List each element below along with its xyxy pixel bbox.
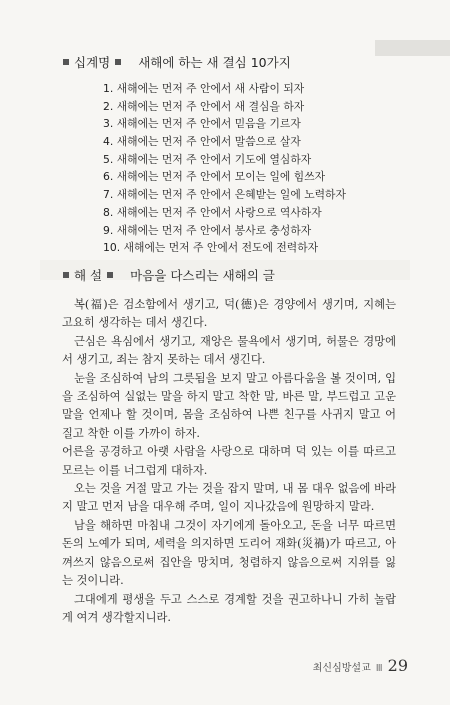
section-header-commandments [58, 53, 291, 71]
list-item: 8. 새해에는 먼저 주 안에서 사랑으로 역사하자 [103, 205, 322, 219]
paragraph: 근심은 욕심에서 생기고, 재앙은 물욕에서 생기며, 허물은 경망에서 생기고, 죄는 참지 못하는 데서 생긴다. [62, 334, 396, 367]
paragraph: 그대에게 평생을 두고 스스로 경계할 것을 권고하나니 가히 놀랍게 여겨 생각할지니라. [62, 592, 396, 624]
section-header-commentary [58, 266, 275, 284]
book-title: 최신심방설교 [312, 663, 371, 674]
paragraph: 남을 해하면 마침내 그것이 자기에게 돌아오고, 돈을 너무 따르면 돈의 노예가 되며, 세력을 의지하면 도리어 재화(災禍)가 따르고, 아껴쓰지 않음으로써 집안을 망치며, 청렴하지 않음으로써 지위를 잃는 것이니라. [62, 518, 396, 588]
resolution-list [103, 80, 346, 257]
page-footer [313, 656, 408, 675]
section-title: 새해에 하는 새 결심 10가지 [138, 55, 291, 70]
section-label: 해 설 [74, 268, 103, 283]
list-item: 1. 새해에는 먼저 주 안에서 새 사람이 되자 [103, 82, 305, 95]
page-number: 29 [387, 656, 408, 675]
square-bullet-icon [115, 59, 121, 65]
list-item: 4. 새해에는 먼저 주 안에서 말씀으로 살자 [103, 135, 301, 149]
square-bullet-icon [107, 272, 113, 278]
section-label: 십계명 [74, 55, 111, 70]
square-bullet-icon [63, 59, 69, 65]
paragraph: 눈을 조심하여 남의 그릇됨을 보지 말고 아름다움을 볼 것이며, 입을 조심하여 실없는 말을 하지 말고 착한 말, 바른 말, 부드럽고 고운 말을 언제나 할 것이며, 몸을 조심하여 나쁜 친구를 사귀지 말고 어질고 착한 이를 가까이 하자. [62, 371, 396, 440]
page-tab-marker [375, 40, 450, 56]
list-item: 7. 새해에는 먼저 주 안에서 은혜받는 일에 노력하자 [103, 188, 346, 202]
paragraph: 어른을 공경하고 아랫 사람을 사랑으로 대하며 덕 있는 이를 따르고 모르는 이를 너그럽게 대하자. [62, 445, 396, 477]
list-item: 10. 새해에는 먼저 주 안에서 전도에 전력하자 [103, 241, 319, 255]
commentary-body [62, 296, 396, 627]
list-item: 6. 새해에는 먼저 주 안에서 모이는 일에 힘쓰자 [103, 170, 326, 184]
list-item: 2. 새해에는 먼저 주 안에서 새 결심을 하자 [103, 99, 305, 113]
square-bullet-icon [63, 272, 69, 278]
list-item: 3. 새해에는 먼저 주 안에서 믿음을 기르자 [103, 117, 301, 131]
volume-marker: Ⅲ [375, 663, 383, 674]
section-title: 마음을 다스리는 새해의 글 [130, 268, 275, 283]
paragraph: 복(福)은 검소함에서 생기고, 덕(德)은 경양에서 생기며, 지혜는 고요히 생각하는 데서 생긴다. [62, 298, 396, 330]
list-item: 9. 새해에는 먼저 주 안에서 봉사로 충성하자 [103, 223, 312, 237]
list-item: 5. 새해에는 먼저 주 안에서 기도에 열심하자 [103, 152, 312, 166]
paragraph: 오는 것을 거절 말고 가는 것을 잡지 말며, 내 몸 대우 없음에 바라지 말고 먼저 남을 대우해 주며, 일이 지나갔음에 원망하지 말라. [62, 482, 396, 514]
